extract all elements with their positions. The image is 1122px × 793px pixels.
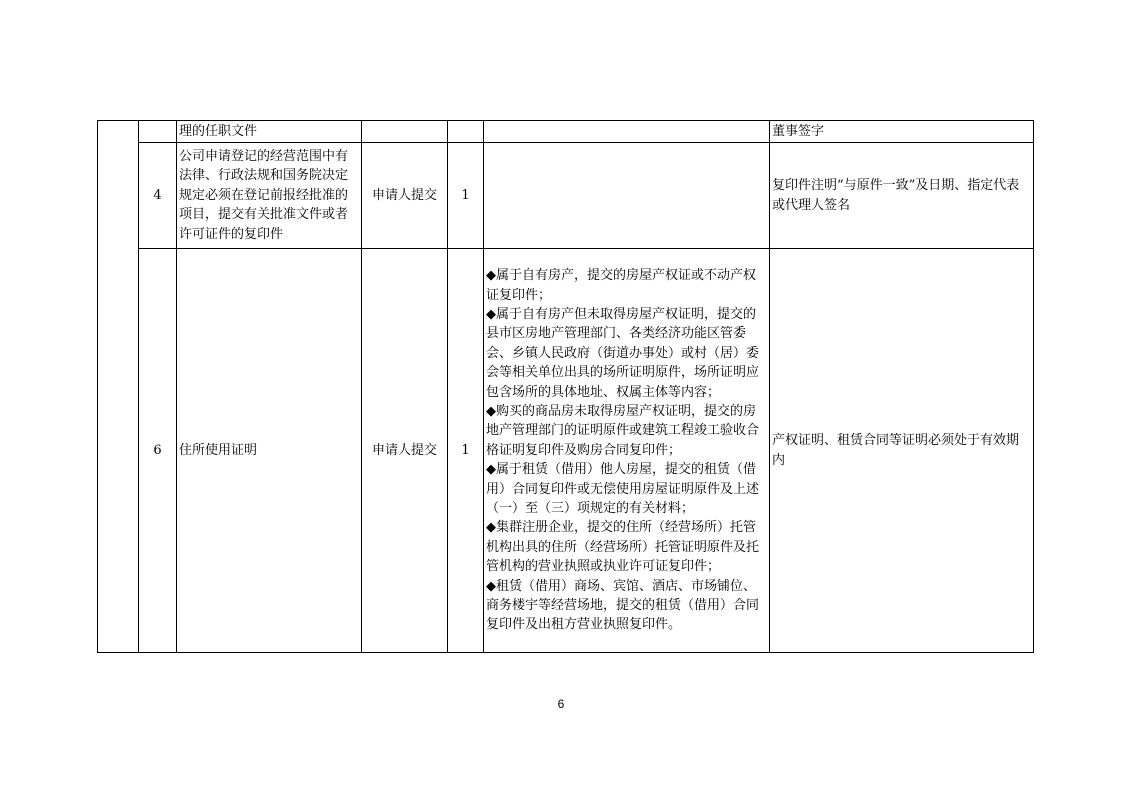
table-row [98,143,1034,249]
notes: 产权证明、租赁合同等证明必须处于有效期内 [770,249,1034,653]
merged-category-cell [98,121,139,653]
table-row [98,121,1034,143]
requirements-cell [484,143,770,249]
row-number: 4 [139,143,177,249]
material-name: 公司申请登记的经营范围中有法律、行政法规和国务院决定规定必须在登记前报经批准的项目，提交有关批准文件或者许可证件的复印件 [177,143,362,249]
notes: 复印件注明“与原件一致”及日期、指定代表或代理人签名 [770,143,1034,249]
copies: 1 [448,143,484,249]
requirements-cell [484,121,770,143]
row-number [139,121,177,143]
provider: 申请人提交 [362,143,448,249]
material-name: 住所使用证明 [177,249,362,653]
copies [448,121,484,143]
provider [362,121,448,143]
notes: 董事签字 [770,121,1034,143]
requirement-item: ◆属于自有房产但未取得房屋产权证明，提交的县市区房地产管理部门、各类经济功能区管委会、乡镇人民政府（街道办事处）或村（居）委会等相关单位出具的场所证明原件，场所证明应包含场所的具体地址、权属主体等内容； [486,306,760,400]
requirements-cell [484,249,770,653]
material-name: 理的任职文件 [177,121,362,143]
requirement-item: ◆购买的商品房未取得房屋产权证明，提交的房地产管理部门的证明原件或建筑工程竣工验收合格证明复印件及购房合同复印件； [486,403,760,458]
requirement-item: ◆集群注册企业，提交的住所（经营场所）托管机构出具的住所（经营场所）托管证明原件及托管机构的营业执照或执业许可证复印件； [486,520,760,575]
materials-table [97,120,1034,653]
requirement-item: ◆属于租赁（借用）他人房屋，提交的租赁（借用）合同复印件或无偿使用房屋证明原件及上述（一）至（三）项规定的有关材料； [486,462,760,517]
requirement-item: ◆属于自有房产，提交的房屋产权证或不动产权证复印件； [486,268,756,303]
row-number: 6 [139,249,177,653]
provider: 申请人提交 [362,249,448,653]
page-number: 6 [557,697,565,711]
requirement-item: ◆租赁（借用）商场、宾馆、酒店、市场铺位、商务楼宇等经营场地，提交的租赁（借用）合同复印件及出租方营业执照复印件。 [486,578,760,633]
copies: 1 [448,249,484,653]
table-row [98,249,1034,653]
